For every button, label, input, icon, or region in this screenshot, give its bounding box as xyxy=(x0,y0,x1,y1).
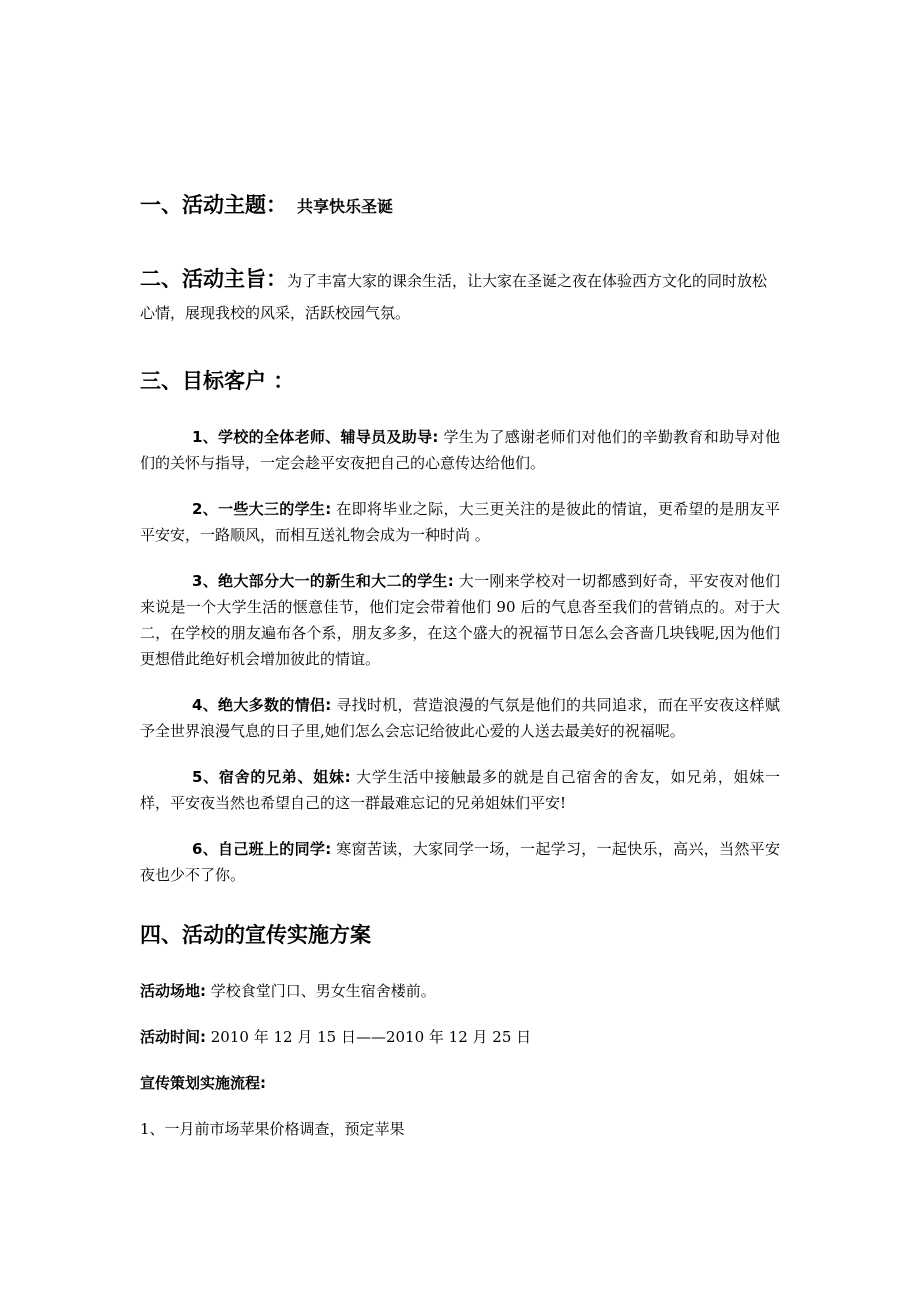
target-item-1-label: 1、学校的全体老师、辅导员及助导: xyxy=(192,428,439,446)
target-item-1 xyxy=(140,424,780,476)
venue-line xyxy=(140,978,780,1004)
target-item-2-label: 2、一些大三的学生: xyxy=(192,500,332,518)
section-purpose xyxy=(140,264,780,328)
process-step-1: 1、一月前市场苹果价格调查，预定苹果 xyxy=(140,1120,405,1138)
target-item-6-text: 寒窗苦读，大家同学一场，一起学习，一起快乐，高兴，当然平安夜也少不了你。 xyxy=(140,840,780,884)
target-item-1-text: 学生为了感谢老师们对他们的辛勤教育和助导对他们的关怀与指导，一定会趁平安夜把自己的心意传达给他们。 xyxy=(140,428,780,472)
target-item-5 xyxy=(140,764,780,816)
target-item-3-label: 3、绝大部分大一的新生和大二的学生: xyxy=(192,572,454,590)
target-item-5-text: 大学生活中接触最多的就是自己宿舍的舍友，如兄弟，姐妹一样，平安夜当然也希望自己的这一群最难忘记的兄弟姐妹们平安! xyxy=(140,768,781,812)
target-item-6-label: 6、自己班上的同学: xyxy=(192,840,332,858)
target-item-3 xyxy=(140,568,780,672)
document-content xyxy=(140,188,780,1142)
section-target-heading: 三、目标客户 ： xyxy=(140,369,295,393)
target-item-4 xyxy=(140,692,780,744)
target-item-2 xyxy=(140,496,780,548)
time-label: 活动时间: xyxy=(140,1028,206,1046)
venue-label: 活动场地: xyxy=(140,982,206,1000)
section-theme-heading: 一、活动主题： xyxy=(140,193,287,217)
process-line xyxy=(140,1070,780,1096)
target-item-2-text: 在即将毕业之际，大三更关注的是彼此的情谊，更希望的是朋友平平安安，一路顺风，而相互送礼物会成为一种时尚 。 xyxy=(140,500,780,544)
section-purpose-text: 为了丰富大家的课余生活，让大家在圣诞之夜在体验西方文化的同时放松心情，展现我校的风采，活跃校园气氛。 xyxy=(140,272,768,322)
section-theme xyxy=(140,188,780,224)
target-item-4-label: 4、绝大多数的情侣: xyxy=(192,696,332,714)
section-purpose-heading: 二、活动主旨： xyxy=(140,267,287,291)
target-item-4-text: 寻找时机，营造浪漫的气氛是他们的共同追求，而在平安夜这样赋予全世界浪漫气息的日子里,她们怎么会忘记给彼此心爱的人送去最美好的祝福呢。 xyxy=(140,696,780,740)
target-item-5-label: 5、宿舍的兄弟、姐妹: xyxy=(192,768,351,786)
section-theme-text: 共享快乐圣诞 xyxy=(297,197,394,216)
section-promotion-heading: 四、活动的宣传实施方案 xyxy=(140,923,371,947)
time-line xyxy=(140,1024,780,1050)
process-label: 宣传策划实施流程: xyxy=(140,1074,266,1092)
target-item-3-text: 大一刚来学校对一切都感到好奇，平安夜对他们来说是一个大学生活的惬意佳节，他们定会带着他们 90 后的气息沓至我们的营销点的。对于大二，在学校的朋友遍布各个系，朋友多多，在这个盛大的祝福节日怎么会吝啬几块钱呢,因为他们更想借此绝好机会增加彼此的情谊。 xyxy=(140,572,780,668)
target-item-6 xyxy=(140,836,780,888)
venue-text: 学校食堂门口、男女生宿舍楼前。 xyxy=(206,982,436,1000)
time-text: 2010 年 12 月 15 日——2010 年 12 月 25 日 xyxy=(206,1028,532,1046)
